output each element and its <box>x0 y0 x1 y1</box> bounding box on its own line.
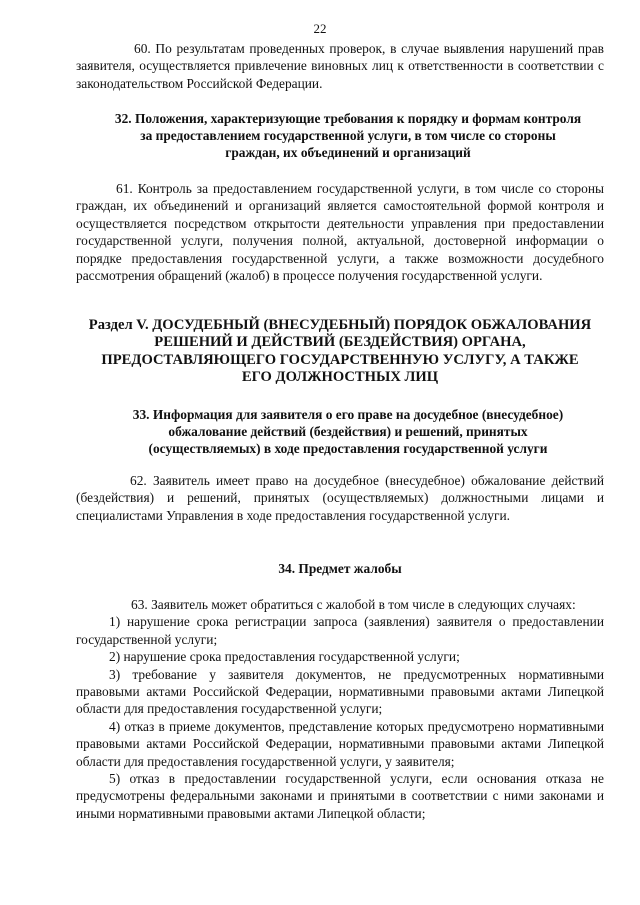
paragraph-62: 62. Заявитель имеет право на досудебное (внесудебное) обжалование действий (бездействия) и решений, принятых (осуществляемых) должностными лицами и специалистами Управления в ходе предоставления государственной услуги. <box>76 473 604 523</box>
paragraph-61: 61. Контроль за предоставлением государственной услуги, в том числе со стороны граждан, их объединений и организаций является самостоятельной формой контроля и осуществляется посредством открытости деятельности управления при предоставлении государственной услуги, получения полной, актуальной, достоверной информации о порядке предоставления государственной услуги, а также возможности досудебного рассмотрения обращений (жалоб) в процессе получения государственной услуги. <box>76 181 604 284</box>
paragraph-60: 60. По результатам проведенных проверок, в случае выявления нарушений прав заявителя, осуществляется привлечение виновных лиц к ответственности в соответствии с законодательством Российской Федерации. <box>76 41 604 91</box>
list-item: 4) отказ в приеме документов, представление которых предусмотрено нормативными правовыми актами Российской Федерации, нормативными правовыми актами Липецкой области для предоставления государственной услуги, у заявителя; <box>76 718 604 769</box>
list-item: 1) нарушение срока регистрации запроса (заявления) заявителя о предоставлении государственной услуги; <box>76 614 604 647</box>
heading-33: 33. Информация для заявителя о его праве на досудебное (внесудебное) обжалование действий (бездействия) и решений, принятых (осуществляемых) в ходе предоставления государственной услуги <box>132 407 564 457</box>
paragraph-63-list <box>76 596 604 822</box>
heading-34: 34. Предмет жалобы <box>278 561 402 576</box>
list-item: 5) отказ в предоставлении государственной услуги, если основания отказа не предусмотрены федеральными законами и принятыми в соответствии с ними законами и иными нормативными правовыми актами Липецкой области; <box>76 771 604 821</box>
list-item: 3) требование у заявителя документов, не предусмотренных нормативными правовыми актами Российской Федерации, нормативными правовыми актами Липецкой области для предоставления государственной услуги; <box>76 666 604 717</box>
page-number: 22 <box>313 21 327 36</box>
heading-32: 32. Положения, характеризующие требования к порядку и формам контроля за предоставлением государственной услуги, в том числе со стороны граждан, их объединений и организаций <box>114 111 582 161</box>
list-item: 2) нарушение срока предоставления государственной услуги; <box>109 649 460 665</box>
paragraph-63: 63. Заявитель может обратиться с жалобой в том числе в следующих случаях: <box>131 597 576 612</box>
section-5-heading: Раздел V. ДОСУДЕБНЫЙ (ВНЕСУДЕБНЫЙ) ПОРЯДОК ОБЖАЛОВАНИЯ РЕШЕНИЙ И ДЕЙСТВИЙ (БЕЗДЕЙСТВИЯ) ОРГАНА, ПРЕДОСТАВЛЯЮЩЕГО ГОСУДАРСТВЕННУЮ УСЛУГУ, А ТАКЖЕ ЕГО ДОЛЖНОСТНЫХ ЛИЦ <box>88 317 592 386</box>
